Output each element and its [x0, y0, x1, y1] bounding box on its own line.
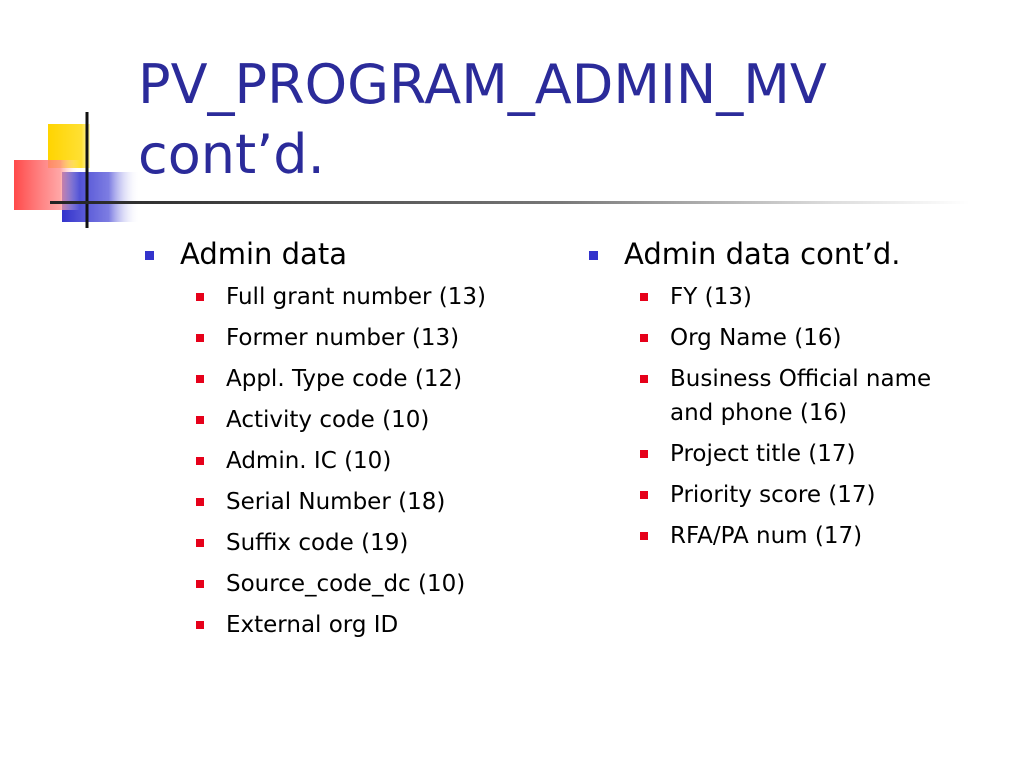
list-item-text: FY (13) — [670, 284, 752, 310]
list-item — [144, 608, 564, 642]
square-bullet-icon — [196, 416, 204, 424]
title-divider — [50, 201, 970, 204]
square-bullet-icon — [640, 375, 648, 383]
square-bullet-icon — [196, 293, 204, 301]
list-item — [144, 444, 564, 478]
square-bullet-icon — [589, 251, 598, 260]
square-bullet-icon — [640, 491, 648, 499]
right-heading: Admin data cont’d. — [624, 237, 901, 271]
list-item-text: RFA/PA num (17) — [670, 523, 863, 549]
list-item-text: Serial Number (18) — [226, 489, 446, 515]
list-item — [144, 280, 564, 314]
list-item — [144, 403, 564, 437]
list-item-text: Org Name (16) — [670, 325, 842, 351]
right-heading-bullet — [588, 234, 988, 274]
slide-title — [138, 50, 998, 190]
list-item-text: Activity code (10) — [226, 407, 430, 433]
square-bullet-icon — [196, 580, 204, 588]
square-bullet-icon — [196, 457, 204, 465]
list-item — [588, 321, 988, 355]
list-item — [144, 567, 564, 601]
left-column — [144, 234, 564, 649]
list-item — [144, 362, 564, 396]
list-item-text: Priority score (17) — [670, 482, 876, 508]
square-bullet-icon — [640, 334, 648, 342]
slide-title-line-1: PV_PROGRAM_ADMIN_MV — [138, 53, 827, 116]
square-bullet-icon — [196, 334, 204, 342]
list-item-text: Business Official name and phone (16) — [670, 366, 932, 426]
right-column — [588, 234, 988, 560]
list-item-text: Source_code_dc (10) — [226, 571, 466, 597]
list-item-text: Appl. Type code (12) — [226, 366, 463, 392]
square-bullet-icon — [196, 539, 204, 547]
list-item-text: Project title (17) — [670, 441, 856, 467]
square-bullet-icon — [640, 532, 648, 540]
square-bullet-icon — [640, 293, 648, 301]
list-item — [588, 478, 988, 512]
list-item — [588, 280, 988, 314]
list-item-text: Full grant number (13) — [226, 284, 486, 310]
list-item-text: Admin. IC (10) — [226, 448, 392, 474]
list-item — [588, 362, 988, 430]
list-item — [144, 485, 564, 519]
list-item-text: Former number (13) — [226, 325, 460, 351]
square-bullet-icon — [145, 251, 154, 260]
left-heading-bullet — [144, 234, 564, 274]
slide-title-line-2: cont’d. — [138, 123, 325, 186]
square-bullet-icon — [196, 498, 204, 506]
left-heading: Admin data — [180, 237, 347, 271]
list-item-text: External org ID — [226, 612, 399, 638]
square-bullet-icon — [196, 621, 204, 629]
list-item — [144, 526, 564, 560]
list-item — [588, 437, 988, 471]
list-item — [588, 519, 988, 553]
list-item-text: Suffix code (19) — [226, 530, 409, 556]
list-item — [144, 321, 564, 355]
left-item-list — [144, 280, 564, 642]
right-item-list — [588, 280, 988, 553]
square-bullet-icon — [196, 375, 204, 383]
corner-decoration — [0, 0, 160, 240]
square-bullet-icon — [640, 450, 648, 458]
